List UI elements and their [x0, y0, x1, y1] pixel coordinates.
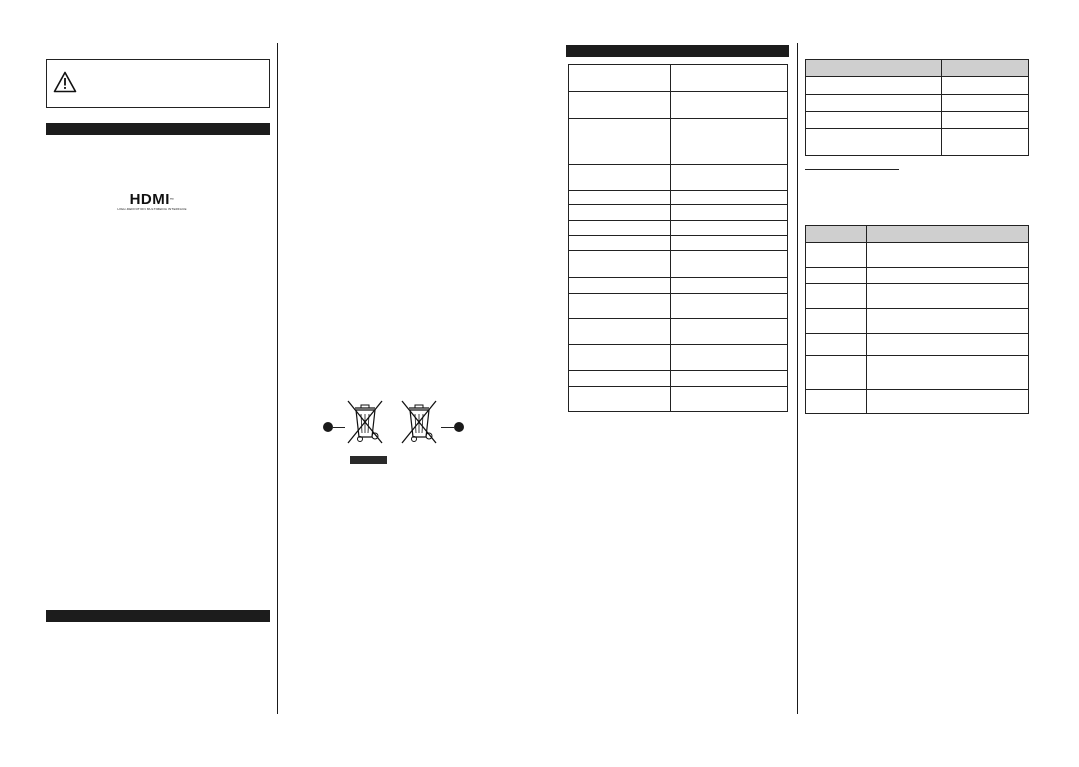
- table-cell: [670, 251, 787, 278]
- table-row: [806, 309, 1029, 334]
- table-cell: [569, 92, 671, 119]
- table-cell: [569, 278, 671, 294]
- table-cell: [942, 129, 1029, 156]
- right-top-table: [805, 59, 1029, 156]
- table-row: [806, 334, 1029, 356]
- table-row: [569, 294, 788, 319]
- section-heading-bar-1: [46, 123, 270, 135]
- table-cell: [670, 165, 787, 191]
- table-cell: [569, 165, 671, 191]
- table-row: [569, 278, 788, 294]
- table-cell: [569, 205, 671, 221]
- table-row: [569, 119, 788, 165]
- table-cell: [806, 95, 942, 112]
- hdmi-logo-tagline: HIGH-DEFINITION MULTIMEDIA INTERFACE: [117, 207, 187, 211]
- table-cell: [569, 387, 671, 412]
- table-cell: [569, 371, 671, 387]
- table-cell: [670, 65, 787, 92]
- table-cell: [866, 356, 1028, 390]
- column-divider-left: [277, 43, 278, 714]
- table-header-cell: [806, 226, 867, 243]
- right-bottom-table: [805, 225, 1029, 414]
- table-cell: [806, 77, 942, 95]
- table-cell: [806, 390, 867, 414]
- table-cell: [670, 236, 787, 251]
- table-row: [806, 129, 1029, 156]
- table-cell: [670, 387, 787, 412]
- table-cell: [866, 334, 1028, 356]
- table-cell: [942, 112, 1029, 129]
- table-row: [569, 387, 788, 412]
- table-row: [569, 191, 788, 205]
- table-row: [806, 95, 1029, 112]
- table-cell: [866, 243, 1028, 268]
- table-row: [569, 251, 788, 278]
- table-cell: [806, 356, 867, 390]
- table-cell: [569, 251, 671, 278]
- table-row: [569, 65, 788, 92]
- table-cell: [866, 268, 1028, 284]
- underline-rule: [805, 169, 899, 170]
- table-cell: [670, 319, 787, 345]
- table-cell: [806, 129, 942, 156]
- table-cell: [806, 243, 867, 268]
- table-cell: [806, 309, 867, 334]
- table-cell: [569, 345, 671, 371]
- table-row: [806, 77, 1029, 95]
- table-cell: [866, 284, 1028, 309]
- table-row: [569, 371, 788, 387]
- section-heading-bar-2: [46, 610, 270, 622]
- table-row: [569, 345, 788, 371]
- table-cell: [670, 92, 787, 119]
- table-cell: [866, 309, 1028, 334]
- table-cell: [670, 345, 787, 371]
- table-cell: [942, 95, 1029, 112]
- hdmi-logo-word: HDMI™: [129, 191, 175, 208]
- table-cell: [569, 319, 671, 345]
- table-header-cell: [866, 226, 1028, 243]
- crossed-out-wheelie-bin-icon: [399, 399, 439, 445]
- table-header-cell: [942, 60, 1029, 77]
- table-cell: [569, 221, 671, 236]
- table-cell: [670, 294, 787, 319]
- table-cell: [569, 119, 671, 165]
- table-cell: [569, 236, 671, 251]
- warning-notice-box: [46, 59, 270, 108]
- table-row: [806, 112, 1029, 129]
- table-cell: [806, 112, 942, 129]
- weee-marker-dot-right: [454, 422, 464, 432]
- table-cell: [670, 278, 787, 294]
- table-row: [569, 236, 788, 251]
- table-row: [806, 390, 1029, 414]
- table-row: [569, 319, 788, 345]
- weee-leader-line-left: [333, 427, 345, 428]
- table-cell: [866, 390, 1028, 414]
- table-cell: [670, 191, 787, 205]
- specification-table: [568, 64, 788, 412]
- weee-marker-dot-left: [323, 422, 333, 432]
- table-cell: [670, 221, 787, 236]
- table-cell: [806, 284, 867, 309]
- table-row: [806, 356, 1029, 390]
- table-cell: [942, 77, 1029, 95]
- warning-triangle-icon: [53, 71, 77, 93]
- table-cell: [670, 205, 787, 221]
- table-header-row: [806, 226, 1029, 243]
- table-cell: [670, 371, 787, 387]
- table-row: [569, 165, 788, 191]
- table-cell: [569, 191, 671, 205]
- table-cell: [569, 65, 671, 92]
- table-cell: [806, 334, 867, 356]
- specification-heading-bar: [566, 45, 789, 57]
- table-cell: [670, 119, 787, 165]
- column-divider-right: [797, 43, 798, 714]
- table-row: [806, 243, 1029, 268]
- table-row: [806, 268, 1029, 284]
- crossed-out-wheelie-bin-icon: [345, 399, 385, 445]
- weee-leader-line-right: [441, 427, 454, 428]
- table-header-row: [806, 60, 1029, 77]
- table-row: [569, 92, 788, 119]
- table-row: [806, 284, 1029, 309]
- table-row: [569, 205, 788, 221]
- weee-black-label: [350, 456, 387, 464]
- table-cell: [569, 294, 671, 319]
- table-row: [569, 221, 788, 236]
- table-cell: [806, 268, 867, 284]
- table-header-cell: [806, 60, 942, 77]
- hdmi-logo: [104, 193, 200, 217]
